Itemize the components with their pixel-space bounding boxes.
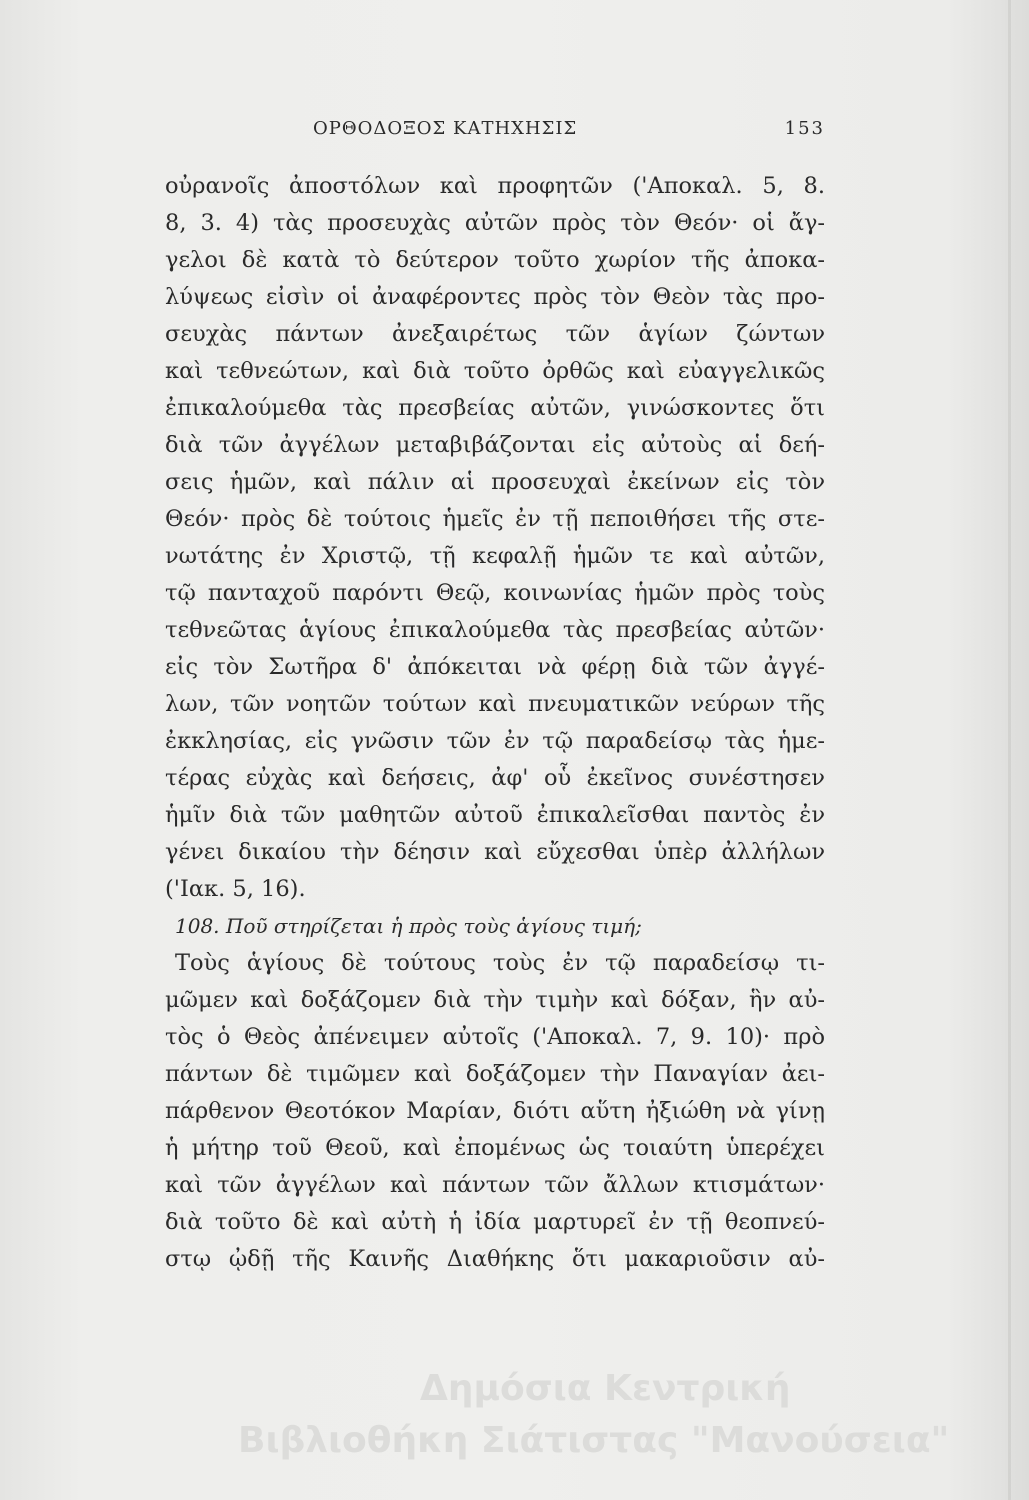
text-line: σεις ἡμῶν, καὶ πάλιν αἱ προσευχαὶ ἐκείνων εἰς τὸν xyxy=(165,469,825,495)
text-line: λων, τῶν νοητῶν τούτων καὶ πνευματικῶν νεύρων τῆς xyxy=(165,691,825,717)
text-line: Θεόν· πρὸς δὲ τούτοις ἡμεῖς ἐν τῇ πεποιθήσει τῆς στε- xyxy=(165,506,825,532)
text-line: νωτάτης ἐν Χριστῷ, τῇ κεφαλῇ ἡμῶν τε καὶ αὐτῶν, xyxy=(165,543,825,569)
answer-line: στῳ ᾠδῇ τῆς Καινῆς Διαθήκης ὅτι μακαριοῦσιν αὐ- xyxy=(165,1246,825,1272)
text-line: τέρας εὐχὰς καὶ δεήσεις, ἀφ' οὗ ἐκεῖνος συνέστησεν xyxy=(165,765,825,791)
text-line: λύψεως εἰσὶν οἱ ἀναφέροντες πρὸς τὸν Θεὸν τὰς προ- xyxy=(165,284,825,310)
page-edge xyxy=(1008,0,1011,1500)
text-line: σευχὰς πάντων ἀνεξαιρέτως τῶν ἁγίων ζώντων xyxy=(165,321,825,347)
watermark-line-2: Βιβλιοθήκη Σιάτιστας "Μανούσεια" xyxy=(238,1420,950,1461)
text-line: εἰς τὸν Σωτῆρα δ' ἀπόκειται νὰ φέρῃ διὰ τῶν ἀγγέ- xyxy=(165,654,825,680)
text-line: γελοι δὲ κατὰ τὸ δεύτερον τοῦτο χωρίον τῆς ἀποκα- xyxy=(165,247,825,273)
question-heading: 108. Ποῦ στηρίζεται ἡ πρὸς τοὺς ἁγίους τιμή; xyxy=(175,914,642,938)
body-text xyxy=(165,168,825,1278)
running-title: ΟΡΘΟΔΟΞΟΣ ΚΑΤΗΧΗΣΙΣ xyxy=(313,118,578,139)
page-number: 153 xyxy=(784,118,825,139)
text-line: οὐρανοῖς ἀποστόλων καὶ προφητῶν ('Αποκαλ. 5, 8. xyxy=(165,173,825,199)
answer-line: πάντων δὲ τιμῶμεν καὶ δοξάζομεν τὴν Παναγίαν ἀει- xyxy=(165,1061,825,1087)
text-line: καὶ τεθνεώτων, καὶ διὰ τοῦτο ὀρθῶς καὶ εὐαγγελικῶς xyxy=(165,358,825,384)
page-header xyxy=(165,118,825,150)
answer-line: καὶ τῶν ἀγγέλων καὶ πάντων τῶν ἄλλων κτισμάτων· xyxy=(165,1172,825,1198)
answer-line: ἡ μήτηρ τοῦ Θεοῦ, καὶ ἐπομένως ὡς τοιαύτη ὑπερέχει xyxy=(165,1135,825,1161)
text-line: γένει δικαίου τὴν δέησιν καὶ εὔχεσθαι ὑπὲρ ἀλλήλων xyxy=(165,839,825,865)
text-line: ('Ιακ. 5, 16). xyxy=(165,876,306,902)
answer-line: Τοὺς ἁγίους δὲ τούτους τοὺς ἐν τῷ παραδείσῳ τι- xyxy=(175,950,825,976)
text-line: ἐκκλησίας, εἰς γνῶσιν τῶν ἐν τῷ παραδείσῳ τὰς ἡμε- xyxy=(165,728,825,754)
text-line: τεθνεῶτας ἁγίους ἐπικαλούμεθα τὰς πρεσβείας αὐτῶν· xyxy=(165,617,825,643)
text-line: ἐπικαλούμεθα τὰς πρεσβείας αὐτῶν, γινώσκοντες ὅτι xyxy=(165,395,825,421)
text-line: 8, 3. 4) τὰς προσευχὰς αὐτῶν πρὸς τὸν Θεόν· οἱ ἄγ- xyxy=(165,210,825,236)
answer-line: πάρθενον Θεοτόκον Μαρίαν, διότι αὕτη ἠξιώθη νὰ γίνῃ xyxy=(165,1098,825,1124)
answer-line: διὰ τοῦτο δὲ καὶ αὐτὴ ἡ ἰδία μαρτυρεῖ ἐν τῇ θεοπνεύ- xyxy=(165,1209,825,1235)
answer-line: μῶμεν καὶ δοξάζομεν διὰ τὴν τιμὴν καὶ δόξαν, ἣν αὐ- xyxy=(165,987,825,1013)
text-line: διὰ τῶν ἀγγέλων μεταβιβάζονται εἰς αὐτοὺς αἱ δεή- xyxy=(165,432,825,458)
text-line: ἡμῖν διὰ τῶν μαθητῶν αὐτοῦ ἐπικαλεῖσθαι παντὸς ἐν xyxy=(165,802,825,828)
watermark-line-1: Δημόσια Κεντρική xyxy=(420,1368,791,1409)
text-line: τῷ πανταχοῦ παρόντι Θεῷ, κοινωνίας ἡμῶν πρὸς τοὺς xyxy=(165,580,825,606)
answer-line: τὸς ὁ Θεὸς ἀπένειμεν αὐτοῖς ('Αποκαλ. 7, 9. 10)· πρὸ xyxy=(165,1024,825,1050)
